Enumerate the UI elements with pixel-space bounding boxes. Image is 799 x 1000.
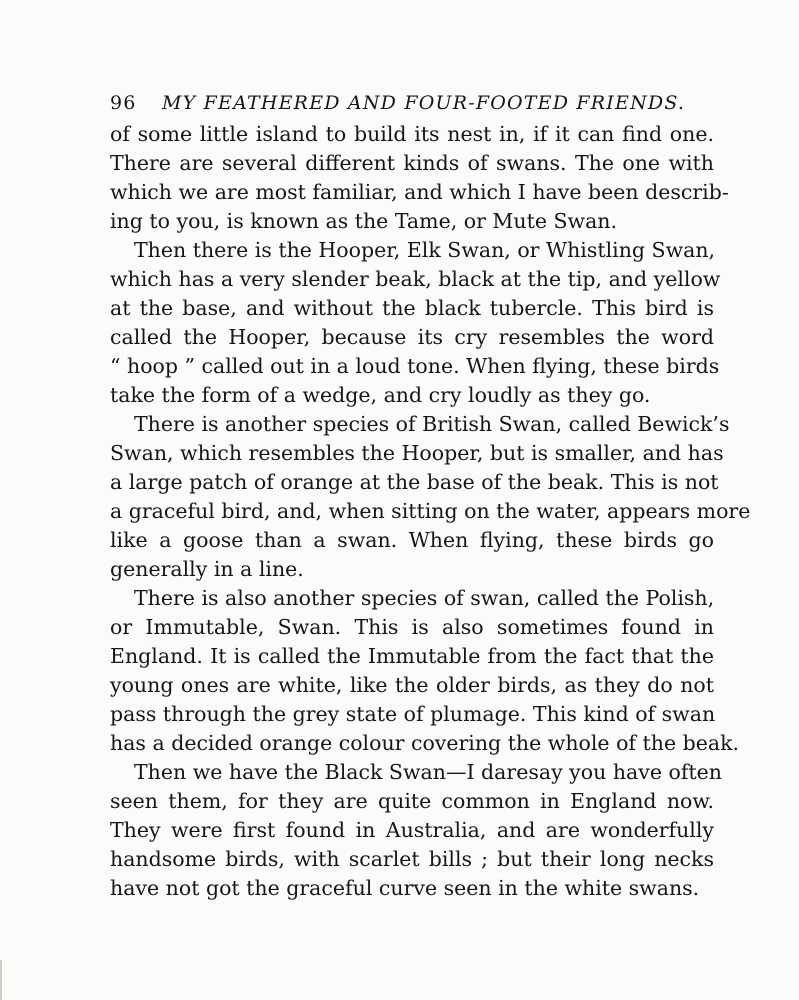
text-line: There is also another species of swan, called the Polish, xyxy=(134,586,715,610)
body-text xyxy=(110,120,751,903)
text-line: called the Hooper, because its cry resembles the word xyxy=(110,325,714,349)
text-line: Then there is the Hooper, Elk Swan, or Whistling Swan, xyxy=(134,238,716,262)
text-line: a large patch of orange at the base of the beak. This is not xyxy=(110,470,719,494)
text-line: generally in a line. xyxy=(110,557,304,581)
text-line: has a decided orange colour covering the whole of the beak. xyxy=(110,731,740,755)
text-line: which we are most familiar, and which I have been describ- xyxy=(110,180,729,204)
page-edge-mark xyxy=(0,960,2,1000)
text-line: England. It is called the Immutable from the fact that the xyxy=(110,644,714,668)
text-line: which has a very slender beak, black at the tip, and yellow xyxy=(110,267,721,291)
page-header xyxy=(110,88,714,120)
paragraph xyxy=(110,120,729,236)
text-line: There is another species of British Swan, called Bewick’s xyxy=(134,412,730,436)
text-line: or Immutable, Swan. This is also sometimes found in xyxy=(110,615,714,639)
text-line: a graceful bird, and, when sitting on the water, appears more xyxy=(110,499,751,523)
page-number: 96 xyxy=(110,92,137,114)
text-line: take the form of a wedge, and cry loudly as they go. xyxy=(110,383,651,407)
text-line: at the base, and without the black tubercle. This bird is xyxy=(110,296,714,320)
running-title: MY FEATHERED AND FOUR-FOOTED FRIENDS. xyxy=(162,92,686,114)
paragraph xyxy=(110,410,751,584)
text-line: have not got the graceful curve seen in the white swans. xyxy=(110,876,700,900)
text-line: of some little island to build its nest in, if it can find one. xyxy=(110,122,714,146)
paragraph xyxy=(110,236,721,410)
book-page xyxy=(110,88,751,903)
text-line: They were first found in Australia, and are wonderfully xyxy=(110,818,714,842)
text-line: Swan, which resembles the Hooper, but is smaller, and has xyxy=(110,441,724,465)
text-line: ing to you, is known as the Tame, or Mute Swan. xyxy=(110,209,618,233)
text-line: Then we have the Black Swan—I daresay you have often xyxy=(134,760,722,784)
text-line: pass through the grey state of plumage. This kind of swan xyxy=(110,702,716,726)
paragraph xyxy=(110,758,722,903)
text-line: “ hoop ” called out in a loud tone. When flying, these birds xyxy=(110,354,720,378)
text-line: young ones are white, like the older birds, as they do not xyxy=(110,673,714,697)
paragraph xyxy=(110,584,740,758)
text-line: There are several different kinds of swans. The one with xyxy=(110,151,714,175)
text-line: seen them, for they are quite common in England now. xyxy=(110,789,714,813)
text-line: handsome birds, with scarlet bills ; but their long necks xyxy=(110,847,714,871)
text-line: like a goose than a swan. When flying, these birds go xyxy=(110,528,714,552)
